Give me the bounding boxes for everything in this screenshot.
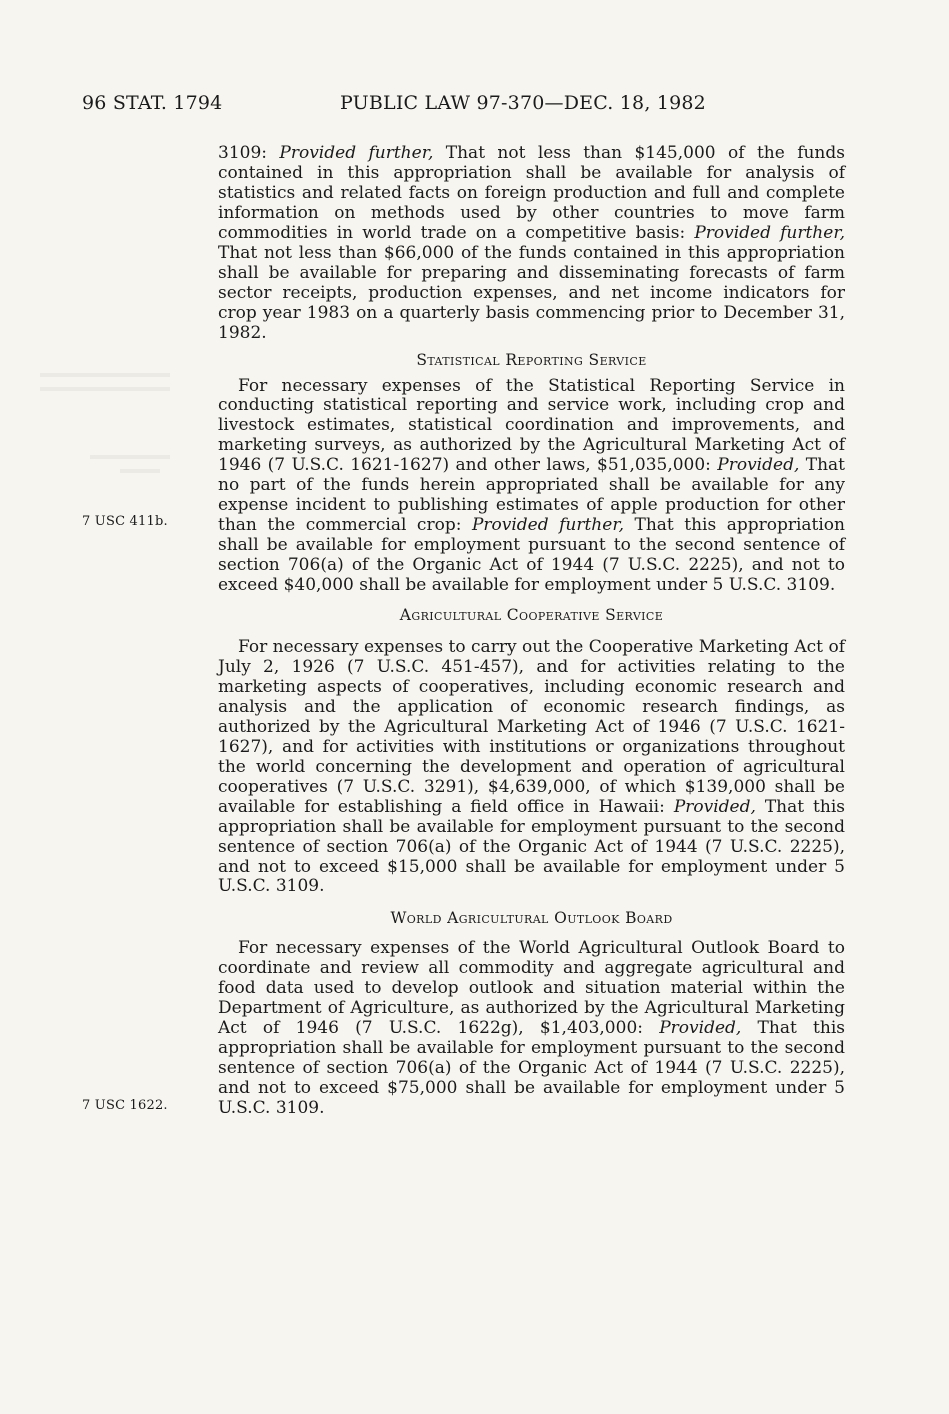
section-heading-waob: World Agricultural Outlook Board xyxy=(390,909,673,928)
margin-note-7usc1622: 7 USC 1622. xyxy=(82,1098,168,1113)
paragraph-acs: For necessary expenses to carry out the Cooperative Marketing Act of July 2, 1926 (7 U.S.C. 451-457), and for activities relating to the marketing aspects of cooperatives, including economic research and analysis and the application of economic research findings, as authorized by the Agricultural Marketing Act of 1946 (7 U.S.C. 1621-1627), and for activities with institutions or organizations throughout the world concerning the development and operation of agricultural cooperatives (7 U.S.C. 3291), $4,639,000, of which $139,000 shall be available for establishing a field office in Hawaii: Provided, That this appropriation shall be available for employment pursuant to the second sentence of section 706(a) of the Organic Act of 1944 (7 U.S.C. 2225), and not to exceed $15,000 shall be available for employment under 5 U.S.C. 3109. xyxy=(218,637,845,897)
statute-citation: 96 STAT. 1794 xyxy=(82,92,223,114)
continued-paragraph: 3109: Provided further, That not less than $145,000 of the funds contained in this appropriation shall be available for analysis of statistics and related facts on foreign production and full and complete information on methods used by other countries to move farm commodities in world trade on a competitive basis: Provided further, That not less than $66,000 of the funds contained in this appropriation shall be available for preparing and disseminating forecasts of farm sector receipts, production expenses, and net income indicators for crop year 1983 on a quarterly basis commencing prior to December 31, 1982. xyxy=(218,143,845,343)
section-heading-srs: Statistical Reporting Service xyxy=(416,350,647,369)
public-law-title: PUBLIC LAW 97-370—DEC. 18, 1982 xyxy=(340,92,706,114)
margin-note-7usc411b: 7 USC 411b. xyxy=(82,514,168,529)
bleed-through-text xyxy=(90,452,170,480)
main-text xyxy=(218,144,845,1119)
section-heading-acs: Agricultural Cooperative Service xyxy=(399,606,664,625)
paragraph-srs: For necessary expenses of the Statistical Reporting Service in conducting statistical reporting and service work, including crop and livestock estimates, statistical coordination and improvements, and marketing surveys, as authorized by the Agricultural Marketing Act of 1946 (7 U.S.C. 1621-1627) and other laws, $51,035,000: Provided, That no part of the funds herein appropriated shall be available for any expense incident to publishing estimates of apple production for other than the commercial crop: Provided further, That this appropriation shall be available for employment pursuant to the second sentence of section 706(a) of the Organic Act of 1944 (7 U.S.C. 2225), and not to exceed $40,000 shall be available for employment under 5 U.S.C. 3109. xyxy=(218,375,845,596)
paragraph-waob: For necessary expenses of the World Agricultural Outlook Board to coordinate and review all commodity and aggregate agricultural and food data used to develop outlook and situation material within the Department of Agriculture, as authorized by the Agricultural Marketing Act of 1946 (7 U.S.C. 1622g), $1,403,000: Provided, That this appropriation shall be available for employment pursuant to the second sentence of section 706(a) of the Organic Act of 1944 (7 U.S.C. 2225), and not to exceed $75,000 shall be available for employment under 5 U.S.C. 3109. xyxy=(218,938,845,1119)
bleed-through-text xyxy=(40,370,170,398)
